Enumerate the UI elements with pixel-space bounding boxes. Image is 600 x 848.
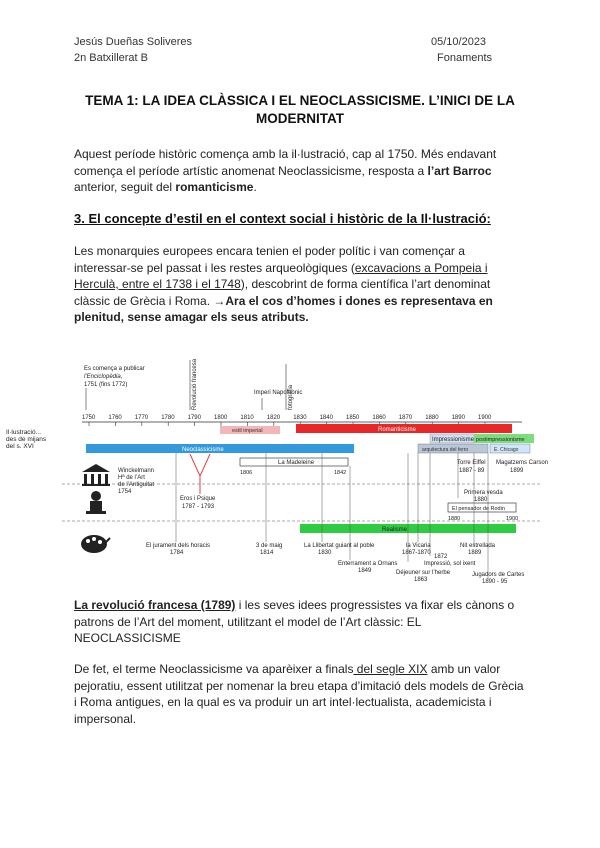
author: Jesús Dueñas Soliveres [74,36,193,48]
svg-text:1784: 1784 [170,550,184,556]
revolucio-paragraph [74,597,526,647]
winckelmann-note: Winckelmann [118,468,155,474]
imperi-note: Imperi Napoleònic [254,390,303,396]
date: 05/10/2023 [431,36,487,48]
herculà-link[interactable]: Herculà, entre el 1738 i el 1748 [74,277,241,291]
enciclopedia-note: Es comença a publicar [84,366,145,372]
svg-text:l’Enciclopèdia,: l’Enciclopèdia, [84,374,123,380]
svg-text:Impressió, sol ixent: Impressió, sol ixent [424,561,476,567]
revolucio-note: Revolució francesa [192,358,198,410]
svg-text:1754: 1754 [118,489,132,495]
jurament-horacis-note: El jurament dels horacis [146,543,211,549]
jugadors-note: Jugadors de Cartes [472,572,525,578]
svg-text:1899: 1899 [510,468,524,474]
neoclass-line-1: De fet, el terme Neoclassicisme va aparèixer a finals del segle XIX amb un valor [74,662,501,676]
svg-text:1849: 1849 [358,568,372,574]
section-line-5: plenitud, sense amagar els seus atributs. [74,310,309,324]
year-tick-label: 1810 [240,415,254,421]
svg-text:1867-1870: 1867-1870 [402,550,431,556]
impressio-note: 1872 [434,554,448,560]
section-line-3: Herculà, entre el 1738 i el 1748), descobrint de forma científica l’art denominat [74,277,491,291]
architecture-icon [82,464,110,486]
magatzems-note: Magatzems Carson [496,460,549,466]
year-tick-label: 1790 [187,415,201,421]
neoclass-line-3: i Roma antigues, en la qual es va produir un art intel·lectualista, academicista i [74,695,492,709]
svg-text:La Madeleine: La Madeleine [278,460,315,466]
svg-text:El pensador de Rodin: El pensador de Rodin [452,506,505,512]
year-tick-label: 1850 [346,415,360,421]
title-line-2: MODERNITAT [256,111,344,126]
year-tick-label: 1780 [161,415,175,421]
svg-text:Romanticisme: Romanticisme [378,427,417,433]
eros-psique-note: Eros i Psique [180,496,216,502]
fotografia-note: fotografia [288,384,294,410]
nit-estrellada-note: Nit estrellada [460,543,496,549]
svg-text:1880: 1880 [448,516,461,522]
vicaria-note: la Vicaria [406,543,431,549]
svg-text:Neoclassicisme: Neoclassicisme [182,447,224,453]
segle-xix-link[interactable]: del segle XIX [353,662,428,676]
title-line-1: TEMA 1: LA IDEA CLÀSSICA I EL NEOCLASSICISME. L’INICI DE LA [85,93,515,108]
revolucio-link[interactable]: La revolució francesa (1789) [74,598,236,612]
svg-text:1863: 1863 [414,577,428,583]
year-tick-label: 1860 [372,415,386,421]
neoclass-line-4: impersonal. [74,711,137,726]
intro-line-3: anterior, seguit del romanticisme. [74,180,257,194]
subject: Fonaments [437,52,493,64]
illustracio-label: Il·lustració... [6,429,42,436]
section-line-1: Les monarquies europees encara tenien el poder polític i van començar a [74,244,465,258]
section-paragraph [74,243,526,326]
svg-text:1890 - 95: 1890 - 95 [482,579,508,585]
svg-text:1806: 1806 [240,470,253,476]
svg-text:del s. XVI: del s. XVI [6,443,34,450]
neoclass-paragraph [74,661,526,727]
year-tick-label: 1830 [293,415,307,421]
year-tick-label: 1880 [425,415,439,421]
year-tick-label: 1870 [398,415,413,421]
svg-text:postimpressionisme: postimpressionisme [476,437,525,443]
class-group: 2n Batxillerat B [74,52,148,64]
svg-text:estil imperial: estil imperial [232,428,263,434]
revolucio-line-1: La revolució francesa (1789) i les seves idees progressistes va fixar els cànons o [74,598,515,612]
year-tick-label: 1750 [82,415,96,421]
year-tick-label: 1900 [478,415,492,421]
svg-text:arquitectura del ferro: arquitectura del ferro [422,447,469,453]
svg-text:1830: 1830 [318,550,332,556]
torre-eiffel-note: Torre Eiffel [457,460,486,466]
dejuner-note: Déjeuner sur l’herbe [396,570,451,576]
ornans-note: Enterrament a Ornans [338,561,398,567]
year-tick-label: 1770 [134,415,149,421]
intro-line-1: Aquest període històric comença amb la il·lustració, cap al 1750. Més endavant [74,147,497,161]
year-tick-label: 1760 [108,415,122,421]
timeline-diagram [0,348,600,588]
svg-text:1900: 1900 [506,516,519,522]
svg-text:1814: 1814 [260,550,274,556]
revolucio-marker [190,454,210,476]
svg-text:1889: 1889 [468,550,482,556]
revolucio-line-3: NEOCLASSICISME [74,631,181,645]
svg-text:1887 - 89: 1887 - 89 [459,468,485,474]
llibertat-note: La Llibertat guiant al poble [304,543,375,549]
section-line-2: interessar-se pel passat i les restes arqueològiques (excavacions a Pompeia i [74,260,488,275]
year-tick-label: 1890 [451,415,465,421]
barroc-term: l’art Barroc [427,163,492,178]
section-heading: 3. El concepte d’estil en el context social i històric de la Il·lustració: [74,211,491,226]
page-title [50,92,550,128]
svg-text:de l’Antiguitat: de l’Antiguitat [118,482,155,488]
sculpture-icon [86,491,106,514]
svg-text:1787 - 1793: 1787 - 1793 [182,504,215,510]
intro-paragraph [74,146,526,196]
svg-text:Impressionisme: Impressionisme [432,437,475,443]
svg-text:1880: 1880 [474,497,488,503]
neoclass-line-2: pejoratiu, essent utilitzat per nomenar la breu etapa d’imitació dels models de Grècia [74,678,524,693]
intro-line-2: comença el període artístic anomenat Neoclassicisme, resposta a l’art Barroc [74,163,492,178]
year-tick-label: 1800 [214,415,228,421]
svg-text:des de mijans: des de mijans [6,436,47,443]
svg-text:Hª de l’Art: Hª de l’Art [118,475,145,481]
tres-maig-note: 3 de maig [256,543,283,549]
primera-vesda-note: Primera vesda [464,490,503,496]
svg-text:Realisme: Realisme [382,527,408,533]
svg-text:1751 (fins 1772): 1751 (fins 1772) [84,382,128,388]
year-tick-label: 1840 [319,415,333,421]
svg-text:E. Chicago: E. Chicago [494,447,519,453]
painting-palette-icon [81,535,110,553]
romanticisme-term: romanticisme [175,180,254,194]
svg-text:1842: 1842 [334,470,347,476]
section-line-4: clàssic de Grècia i Roma. →Ara el cos d’homes i dones es representava en [74,293,493,308]
revolucio-line-2: patrons de l’Art del moment, utilitzant el model de l’Art clàssic: EL [74,614,422,629]
pompeia-link[interactable]: excavacions a Pompeia i [354,260,488,275]
year-tick-label: 1820 [266,415,281,421]
